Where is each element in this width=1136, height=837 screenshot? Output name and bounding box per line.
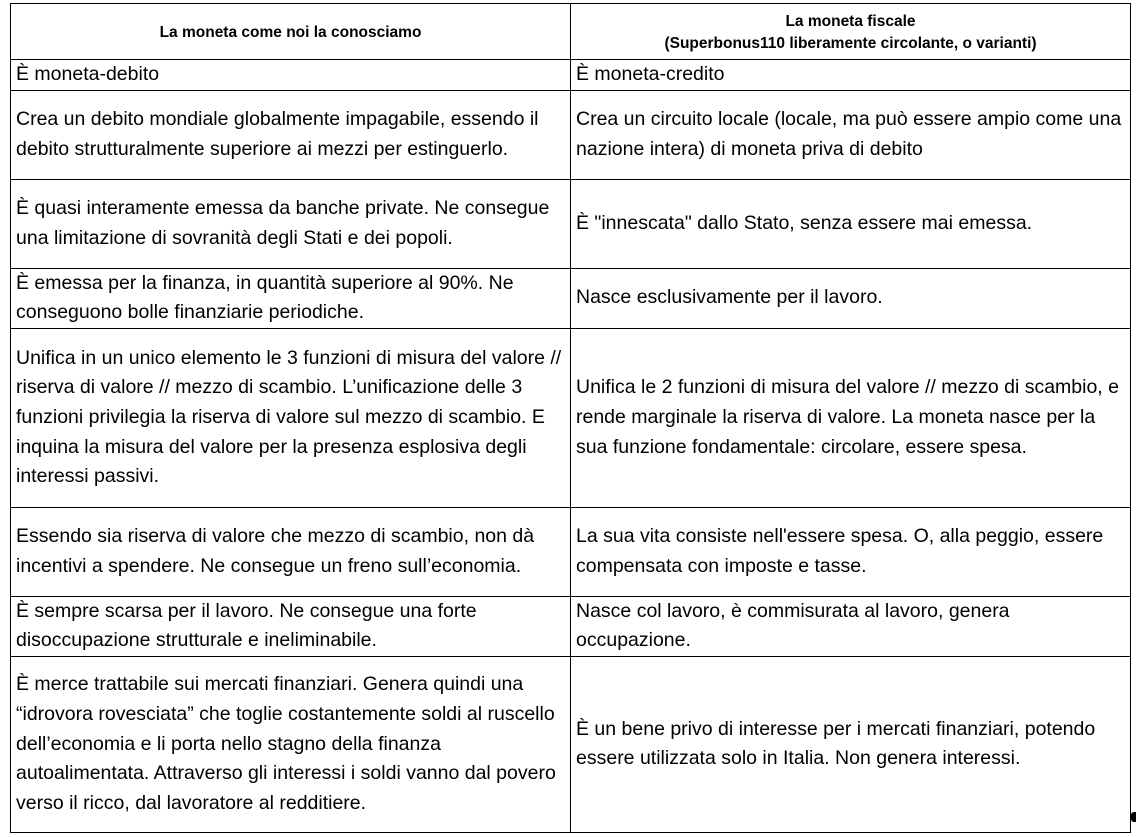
table-row — [11, 507, 1131, 596]
cell-traditional: Unifica in un unico elemento le 3 funzioni di misura del valore // riserva di valore // mezzo di scambio. L’unificazione delle 3 funzioni privilegia la riserva di valore sul mezzo di scambio. E inquina la misura del valore per la presenza esplosiva degli interessi passivi. — [11, 328, 571, 507]
header-right-title: La moneta fiscale — [785, 12, 916, 30]
cell-fiscal: Nasce col lavoro, è commisurata al lavoro, genera occupazione. — [571, 596, 1131, 656]
table-row — [11, 179, 1131, 268]
comparison-table — [10, 3, 1131, 833]
cell-fiscal: Crea un circuito locale (locale, ma può essere ampio come una nazione intera) di moneta priva di debito — [571, 90, 1131, 179]
cell-traditional: È emessa per la finanza, in quantità superiore al 90%. Ne conseguono bolle finanziarie periodiche. — [11, 268, 571, 328]
header-right-subtitle: (Superbonus110 liberamente circolante, o varianti) — [664, 34, 1037, 52]
cell-fiscal: Nasce esclusivamente per il lavoro. — [571, 268, 1131, 328]
header-left-title: La moneta come noi la conosciamo — [159, 23, 422, 41]
table-row — [11, 60, 1131, 91]
table-row — [11, 656, 1131, 832]
table-header-row — [11, 4, 1131, 60]
table-row — [11, 268, 1131, 328]
cell-traditional: Essendo sia riserva di valore che mezzo di scambio, non dà incentivi a spendere. Ne consegue un freno sull’economia. — [11, 507, 571, 596]
cell-fiscal: È moneta-credito — [571, 60, 1131, 91]
table-row — [11, 328, 1131, 507]
header-traditional-money — [11, 4, 571, 60]
cell-traditional: È sempre scarsa per il lavoro. Ne consegue una forte disoccupazione strutturale e ineliminabile. — [11, 596, 571, 656]
cell-fiscal: È "innescata" dallo Stato, senza essere mai emessa. — [571, 179, 1131, 268]
cell-traditional: È merce trattabile sui mercati finanziari. Genera quindi una “idrovora rovesciata” che toglie costantemente soldi al ruscello dell’economia e li porta nello stagno della finanza autoalimentata. Attraverso gli interessi i soldi vanno dal povero verso il ricco, dal lavoratore al redditiere. — [11, 656, 571, 832]
cell-fiscal: È un bene privo di interesse per i mercati finanziari, potendo essere utilizzata solo in Italia. Non genera interessi. — [571, 656, 1131, 832]
cell-traditional: È quasi interamente emessa da banche private. Ne consegue una limitazione di sovranità degli Stati e dei popoli. — [11, 179, 571, 268]
cell-fiscal: Unifica le 2 funzioni di misura del valore // mezzo di scambio, e rende marginale la riserva di valore. La moneta nasce per la sua funzione fondamentale: circolare, essere spesa. — [571, 328, 1131, 507]
cell-traditional: È moneta-debito — [11, 60, 571, 91]
cell-traditional: Crea un debito mondiale globalmente impagabile, essendo il debito strutturalmente superiore ai mezzi per estinguerlo. — [11, 90, 571, 179]
edge-mark — [1131, 812, 1136, 822]
table-row — [11, 596, 1131, 656]
header-fiscal-money — [571, 4, 1131, 60]
cell-fiscal: La sua vita consiste nell'essere spesa. O, alla peggio, essere compensata con imposte e tasse. — [571, 507, 1131, 596]
table-row — [11, 90, 1131, 179]
